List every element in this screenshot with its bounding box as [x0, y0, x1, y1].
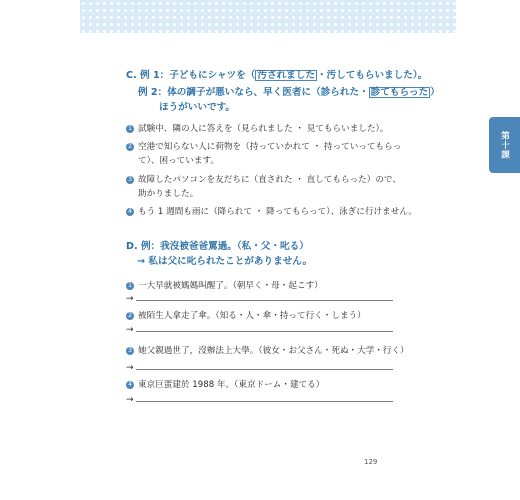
answer-line-1[interactable]	[136, 300, 393, 301]
example1-answer: 汚されました	[257, 70, 315, 81]
section-d-title: D. 例：我沒被爸爸罵過。（私・父・叱る）	[126, 241, 309, 252]
c-item-2: 2 空港で知らない人に荷物を（持っていかれて ・ 持っていってもらっ	[126, 142, 401, 153]
chapter-tab	[489, 117, 520, 173]
item-number-badge: 1	[126, 282, 134, 290]
answer-arrow: →	[126, 395, 134, 405]
c-item-2-cont: て）、困っています。	[138, 156, 219, 166]
c-item-4: 4 もう 1 週間も雨に（降られて ・ 降ってもらって）、泳ぎに行けません。	[126, 207, 417, 218]
section-c-example2: 例 2：体の調子が悪いなら、早く医者に（診られた・ 診てもらった ）	[138, 87, 440, 98]
example2-answer: 診てもらった	[370, 87, 429, 98]
d-item-4: 4 東京巨蛋建於 1988 年。（東京ドーム・建てる）	[126, 380, 324, 391]
item-number-badge: 3	[126, 176, 134, 184]
c-item-1: 1 試験中、隣の人に答えを（見られました ・ 見てもらいました）。	[126, 124, 388, 135]
answer-line-3[interactable]	[136, 369, 393, 370]
section-c-example1: C. 例 1：子どもにシャツを（ 汚されました ・汚してもらいました）。	[126, 70, 428, 81]
answer-line-4[interactable]	[136, 401, 393, 402]
answer-arrow: →	[126, 294, 134, 304]
d-item-1: 1 一大早就被媽媽叫醒了。（朝早く・母・起こす）	[126, 281, 323, 292]
item-number-badge: 1	[126, 125, 134, 133]
c-item-3: 3 故障したパソコンを友だちに（直された ・ 直してもらった）ので、	[126, 175, 401, 186]
section-d-example-answer: → 私は父に叱られたことがありません。	[137, 256, 313, 267]
item-number-badge: 4	[126, 208, 134, 216]
item-number-badge: 3	[126, 347, 134, 355]
item-number-badge: 4	[126, 381, 134, 389]
item-number-badge: 2	[126, 143, 134, 151]
chapter-tab-label: 第十課	[499, 130, 510, 160]
item-number-badge: 2	[126, 312, 134, 320]
section-c-label: C. 例 1：	[126, 70, 170, 81]
section-c-example2-cont: ほうがいいです。	[159, 102, 235, 113]
answer-arrow: →	[126, 325, 134, 335]
c-item-3-cont: 助かりました。	[138, 189, 199, 199]
header-pattern-band	[80, 0, 456, 33]
answer-arrow: →	[126, 363, 134, 373]
d-item-3: 3 她父親過世了，沒辦法上大學。（彼女・お父さん・死ぬ・大学・行く）	[126, 346, 409, 357]
answer-line-2[interactable]	[136, 331, 393, 332]
d-item-2: 2 被陌生人拿走了傘。（知る・人・傘・持って行く・しまう）	[126, 311, 366, 322]
page-number: 129	[364, 458, 378, 466]
